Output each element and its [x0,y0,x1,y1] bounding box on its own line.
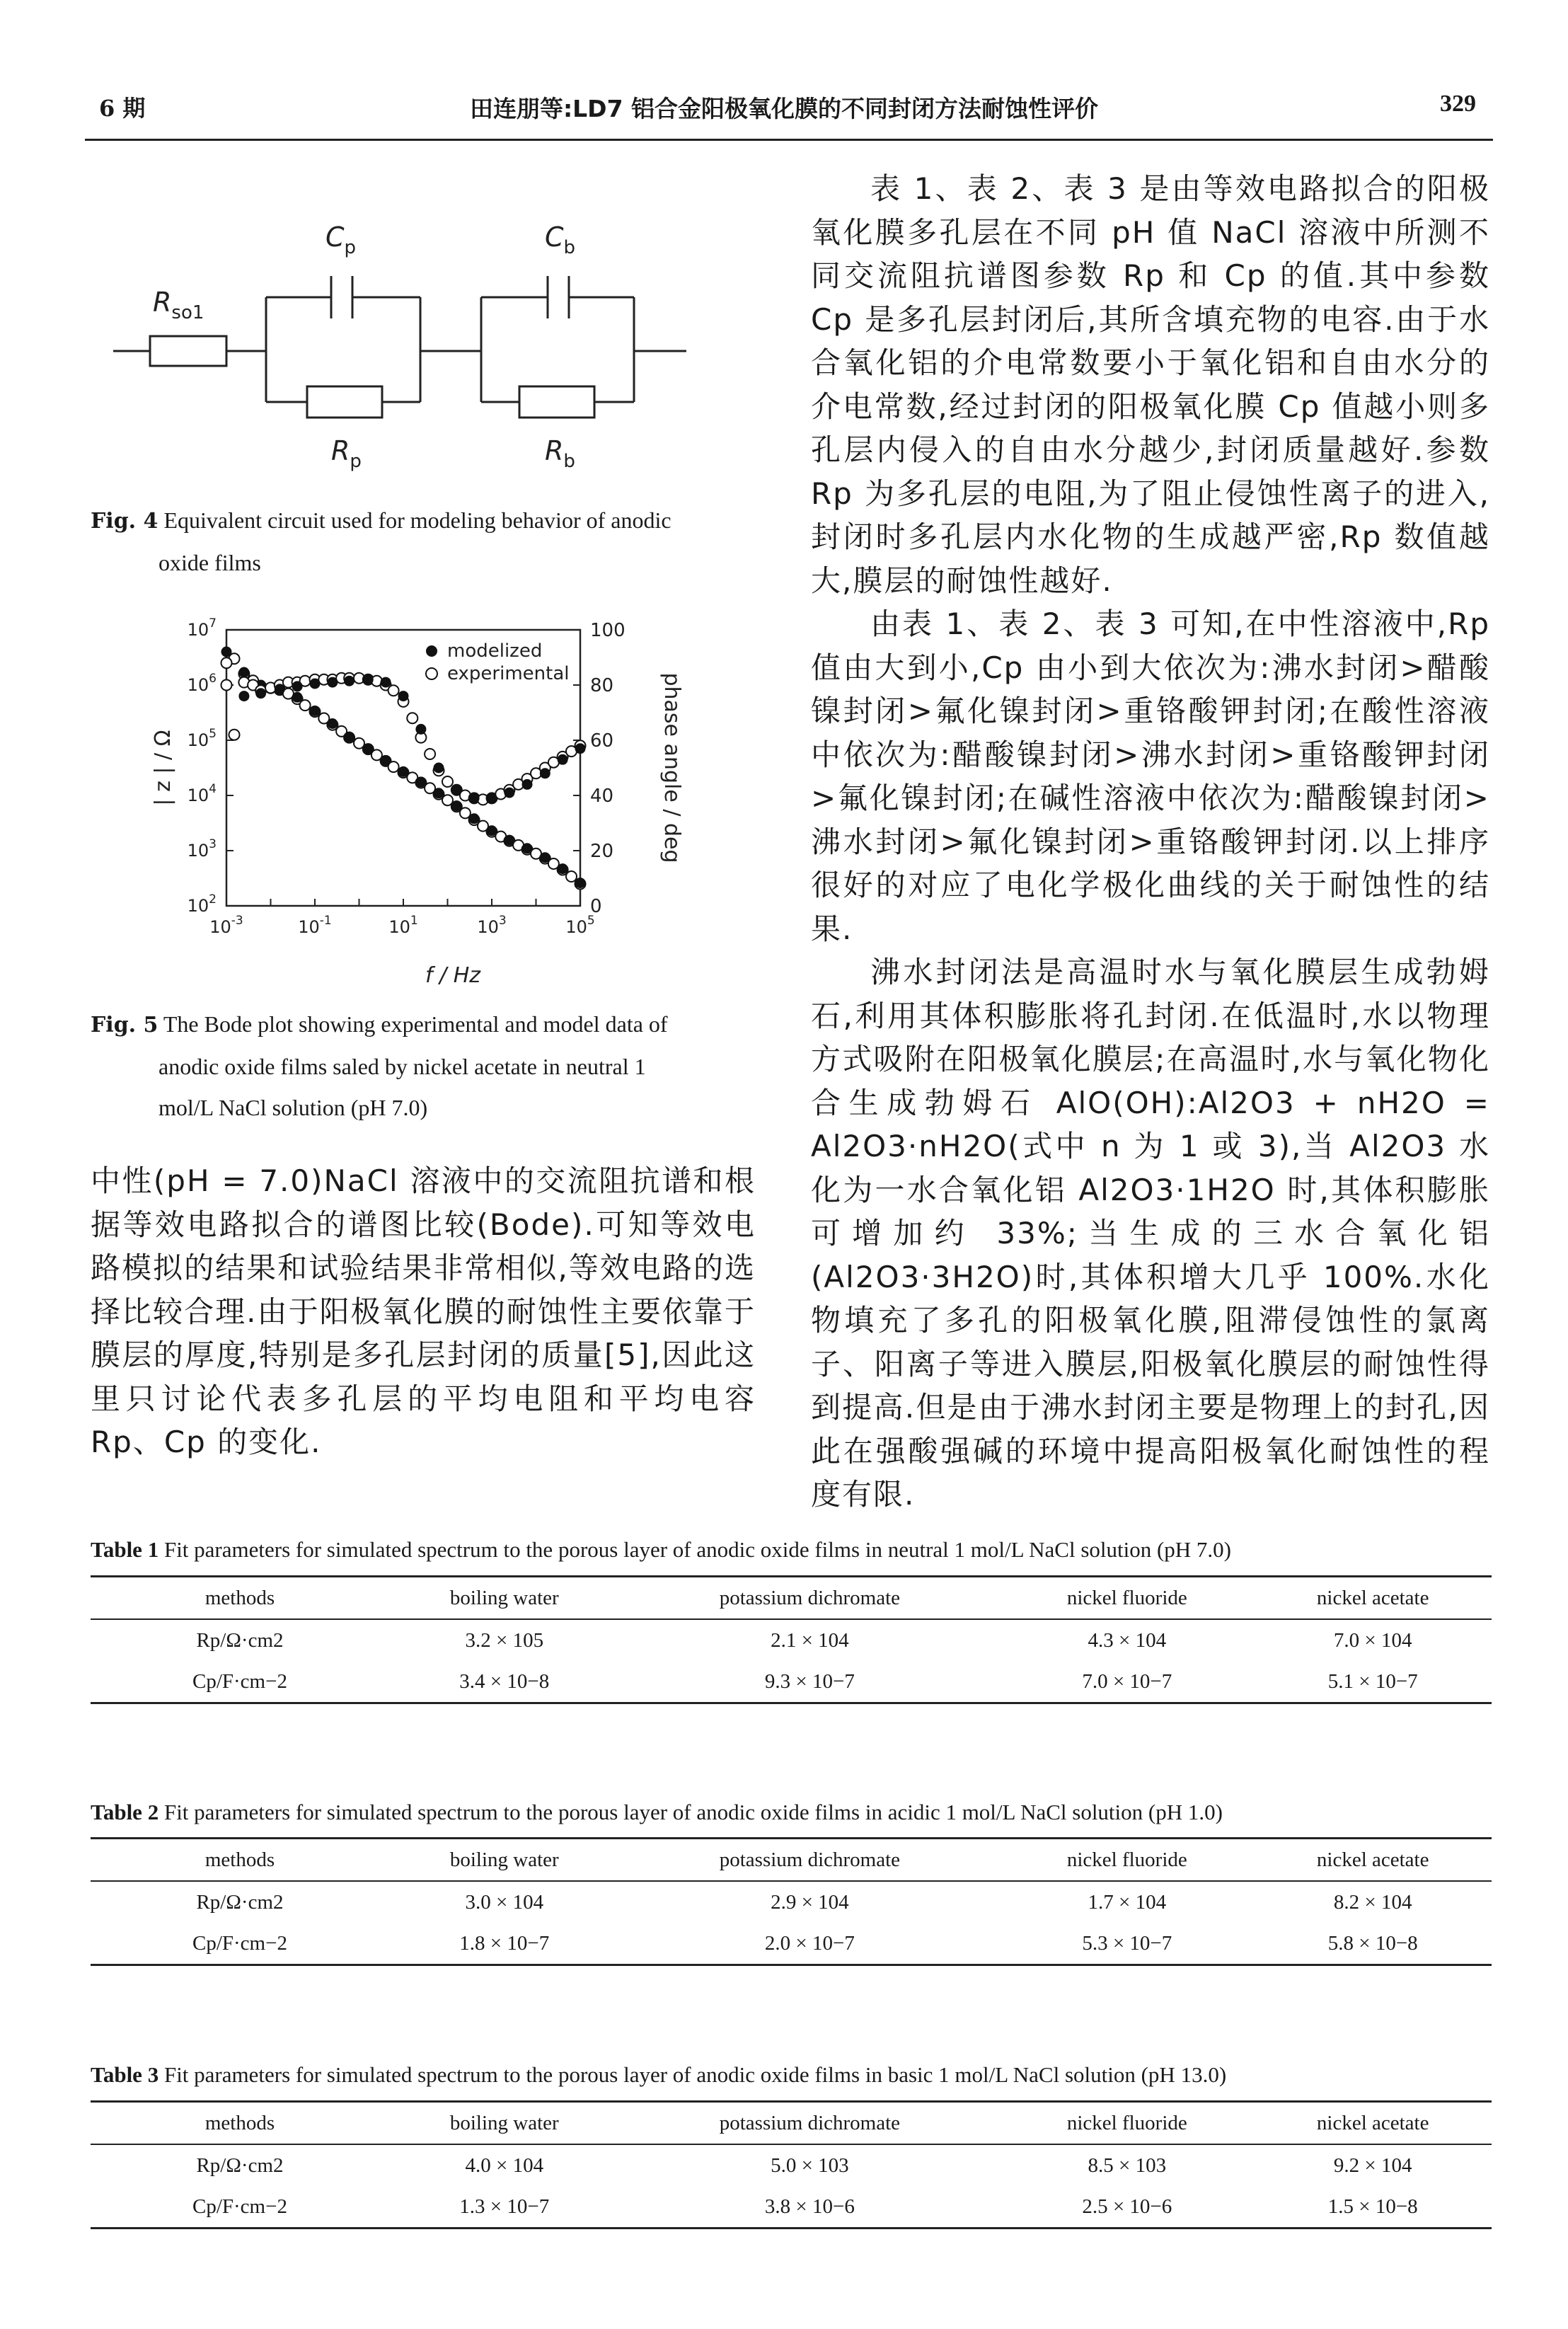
row-label: Rp/Ω·cm2 [196,1628,284,1652]
resistor-rso1 [150,336,226,366]
modelized-impedance-point [416,777,426,787]
table-cell: 4.3 × 104 [1088,1628,1167,1652]
modelized-impedance-point [505,835,514,845]
y2-tick-label: 20 [590,841,614,862]
resistor-rp [307,386,382,418]
column-header: potassium dichromate [620,1577,1001,1620]
x-tick-label: $10^{-1}$ [298,914,332,937]
y2-tick-label: 100 [590,620,626,641]
modelized-impedance-point [434,788,444,798]
row-label: Rp/Ω·cm2 [196,2153,284,2177]
modelized-phase-point [292,682,302,691]
column-header: methods [91,2102,389,2145]
modelized-impedance-point [363,744,373,754]
table-cell: 2.1 × 104 [771,1628,849,1652]
modelized-phase-point [345,676,354,686]
table1-caption-text: Fit parameters for simulated spectrum to the porous layer of anodic oxide films in neutral 1 mol/L NaCl solution (pH 7.0) [163,1537,1232,1562]
page-number: 329 [1440,91,1476,117]
table-cell: 3.8 × 10−6 [620,2186,1001,2229]
fig5-caption-line1: The Bode plot showing experimental and model data of [163,1011,668,1037]
header-rule [85,139,1493,141]
table3-caption-text: Fit parameters for simulated spectrum to the porous layer of anodic oxide films in basic 1 mol/L NaCl solution (pH 13.0) [163,2062,1227,2087]
row-label: Cp/F·cm−2 [91,1923,389,1965]
table-2 [91,1837,1492,1966]
y2-tick-label: 0 [590,896,602,917]
table-cell: 2.5 × 10−6 [1000,2186,1254,2229]
x-axis-label: f / Hz [425,963,481,988]
y-tick-label: $10^2$ [187,892,217,916]
modelized-phase-point [416,724,426,734]
right-axis-label: phase angle / deg [659,672,684,863]
column-header: potassium dichromate [620,2102,1001,2145]
modelized-phase-point [575,744,585,754]
modelized-impedance-point [540,853,550,863]
modelized-impedance-point [398,766,408,776]
y2-tick-label: 40 [590,786,614,807]
modelized-phase-point [328,677,338,687]
table-cell: 1.7 × 104 [1088,1890,1167,1914]
fig4-caption-label: Fig. 4 [91,509,158,534]
table-cell: 9.3 × 10−7 [620,1661,1001,1703]
fig5-caption [91,1004,756,1128]
column-header: nickel acetate [1254,2102,1492,2145]
legend-marker-modelized [426,645,437,657]
column-header: methods [91,1577,389,1620]
table-cell: 3.2 × 105 [465,1628,544,1652]
column-header: methods [91,1839,389,1882]
modelized-impedance-point [221,647,231,657]
table-row [91,1923,1492,1965]
table1-label: Table 1 [91,1537,159,1562]
modelized-impedance-point [381,756,391,766]
table-row [91,1619,1492,1661]
label-rb: $R_b$ [545,435,575,472]
modelized-phase-point [398,691,408,701]
row-label: Rp/Ω·cm2 [196,1890,284,1914]
experimental-impedance-point [460,807,471,818]
modelized-phase-point [239,691,249,701]
y-tick-label: $10^3$ [187,837,217,861]
equivalent-circuit-diagram [106,205,743,488]
y-tick-label: $10^6$ [187,672,217,695]
modelized-impedance-point [292,692,302,702]
paragraph: 由表 1、表 2、表 3 可知,在中性溶液中,Rp 值由大到小,Cp 由小到大依次为:沸水封闭>醋酸镍封闭>氟化镍封闭>重铬酸钾封闭;在酸性溶液中依次为:醋酸镍封闭>沸水封闭>重铬酸钾封闭>氟化镍封闭;在碱性溶液中依次为:醋酸镍封闭>沸水封闭>氟化镍封闭>重铬酸钾封闭.以上排序很好的对应了电化学极化曲线的关于耐蚀性的结果. [811,606,1490,946]
table3-label: Table 3 [91,2062,159,2087]
table-cell: 5.1 × 10−7 [1254,1661,1492,1703]
x-tick-label: $10^3$ [477,914,507,937]
row-label: Cp/F·cm−2 [91,2186,389,2229]
fig5-caption-line2: anodic oxide films saled by nickel acetate in neutral 1 [158,1054,646,1079]
table-cell: 2.0 × 10−7 [620,1923,1001,1965]
y2-tick-label: 60 [590,730,614,752]
fig5-caption-line3: mol/L NaCl solution (pH 7.0) [158,1095,428,1120]
experimental-impedance-point [221,680,232,691]
table-cell: 5.8 × 10−8 [1254,1923,1492,1965]
table-cell: 8.5 × 103 [1088,2153,1167,2177]
experimental-phase-point [425,749,435,759]
legend-label-modelized: modelized [447,640,543,662]
modelized-phase-point [434,763,444,773]
table-cell: 4.0 × 104 [465,2153,544,2177]
modelized-impedance-point [345,732,354,742]
legend-marker-experimental [426,668,437,679]
label-cb: $C_b$ [545,222,576,258]
table-cell: 3.0 × 104 [465,1890,544,1914]
table-cell: 5.0 × 103 [771,2153,849,2177]
table-cell: 1.8 × 10−7 [389,1923,620,1965]
bode-plot [142,609,750,1005]
modelized-impedance-point [558,864,567,874]
modelized-phase-point [310,679,320,689]
experimental-phase-point [221,657,232,668]
fig4-caption [91,500,756,583]
running-title: 田连朋等:LD7 铝合金阳极氧化膜的不同封闭方法耐蚀性评价 [469,95,1099,122]
left-axis-label: | z | / Ω [151,730,175,806]
modelized-phase-point [381,677,391,687]
table2-caption-text: Fit parameters for simulated spectrum to the porous layer of anodic oxide films in acidic 1 mol/L NaCl solution (pH 1.0) [163,1800,1223,1824]
chart-legend [426,640,570,684]
column-header: boiling water [389,2102,620,2145]
table-cell: 3.4 × 10−8 [389,1661,620,1703]
table-cell: 8.2 × 104 [1333,1890,1412,1914]
fig5-caption-label: Fig. 5 [91,1013,158,1037]
modelized-phase-point [469,793,479,803]
table-cell: 7.0 × 10−7 [1000,1661,1254,1703]
table-cell: 5.3 × 10−7 [1000,1923,1254,1965]
table-cell: 9.2 × 104 [1333,2153,1412,2177]
modelized-impedance-point [451,801,461,811]
column-header: boiling water [389,1577,620,1620]
experimental-phase-point [388,685,399,696]
x-tick-label: $10^1$ [388,914,418,937]
column-header: nickel fluoride [1000,1839,1254,1882]
legend-label-experimental: experimental [447,663,570,684]
table-row [91,2144,1492,2186]
column-header: nickel fluoride [1000,1577,1254,1620]
modelized-impedance-point [522,844,532,853]
x-tick-label: $10^{-3}$ [209,914,243,937]
table-cell: 7.0 × 104 [1333,1628,1412,1652]
modelized-phase-point [451,785,461,795]
y-tick-label: $10^5$ [187,727,217,750]
table-cell: 2.9 × 104 [771,1890,849,1914]
paragraph: 中性(pH = 7.0)NaCl 溶液中的交流阻抗谱和根据等效电路拟合的谱图比较(Bode).可知等效电路模拟的结果和试验结果非常相似,等效电路的选择比较合理.由于阳极氧化膜的耐蚀性主要依靠于膜层的厚度,特别是多孔层封闭的质量[5],因此这里只讨论代表多孔层的平均电阻和平均电容 Rp、Cp 的变化. [91,1163,756,1459]
table-row [91,1881,1492,1923]
experimental-phase-point [229,730,240,740]
fig4-caption-line2: oxide films [158,550,261,575]
issue-number: 6 期 [99,95,146,122]
table-1 [91,1575,1492,1704]
column-header: potassium dichromate [620,1839,1001,1882]
table-cell: 1.5 × 10−8 [1254,2186,1492,2229]
modelized-impedance-point [239,667,249,677]
experimental-impedance-point [566,871,577,882]
y-tick-label: $10^7$ [187,616,217,640]
modelized-impedance-point [469,814,479,824]
table-row [91,1661,1492,1703]
resistor-rb [519,386,594,418]
modelized-phase-point [505,788,514,798]
modelized-phase-point [487,793,497,803]
x-tick-label: $10^5$ [565,914,595,937]
fig4-caption-line1: Equivalent circuit used for modeling behavior of anodic [163,507,671,533]
modelized-impedance-point [328,719,338,729]
experimental-impedance-point [300,700,311,711]
label-rp: $R_p$ [331,435,362,472]
column-header: boiling water [389,1839,620,1882]
modelized-phase-point [363,674,373,684]
paragraph: 表 1、表 2、表 3 是由等效电路拟合的阳极氧化膜多孔层在不同 pH 值 NaCl 溶液中所测不同交流阻抗谱图参数 Rp 和 Cp 的值.其中参数 Cp 是多孔层封闭后,其所含填充物的电容.由于水合氧化铝的介电常数要小于氧化铝和自由水分的介电常数,经过封闭的阳极氧化膜 Cp 值越小则多孔层内侵入的自由水分越少,封闭质量越好.参数 Rp 为多孔层的电阻,为了阻止侵蚀性离子的进入,封闭时多孔层内水化物的生成越严密,Rp 数值越大,膜层的耐蚀性越好. [811,171,1490,598]
table-cell: 1.3 × 10−7 [389,2186,620,2229]
table2-caption [91,1800,1492,1825]
table1-caption [91,1537,1492,1563]
column-header: nickel fluoride [1000,2102,1254,2145]
paragraph: 沸水封闭法是高温时水与氧化膜层生成勃姆石,利用其体积膨胀将孔封闭.在低温时,水以物理方式吸附在阳极氧化膜层;在高温时,水与氧化物化合生成勃姆石 AlO(OH):Al2O3 + nH2O = Al2O3·nH2O(式中 n 为 1 或 3),当 Al2O3 水化为一水合氧化铝 Al2O3·1H2O 时,其体积膨胀可增加约 33%;当生成的三水合氧化铝(Al2O3·3H2O)时,其体积增大几乎 100%.水化物填充了多孔的阳极氧化膜,阻滞侵蚀性的氯离子、阳离子等进入膜层,阳极氧化膜层的耐蚀性得到提高.但是由于沸水封闭主要是物理上的封孔,因此在强酸强碱的环境中提高阳极氧化耐蚀性的程度有限. [811,955,1490,1512]
left-column-text [91,1159,756,1464]
modelized-phase-point [522,779,532,789]
right-column-text [811,167,1490,1517]
modelized-phase-point [256,689,266,698]
label-rso1: $R_{so1}$ [153,287,204,323]
y2-tick-label: 80 [590,675,614,696]
y-tick-label: $10^4$ [187,782,217,805]
modelized-impedance-point [575,878,585,888]
experimental-phase-point [442,776,453,787]
column-header: nickel acetate [1254,1839,1492,1882]
table-3 [91,2100,1492,2229]
label-cp: $C_p$ [325,222,357,258]
modelized-phase-point [275,684,284,694]
column-header: nickel acetate [1254,1577,1492,1620]
row-label: Cp/F·cm−2 [91,1661,389,1703]
modelized-impedance-point [310,706,320,716]
modelized-phase-point [558,754,567,764]
table2-label: Table 2 [91,1800,159,1824]
table-row [91,2186,1492,2229]
modelized-phase-point [540,769,550,778]
experimental-phase-point [407,713,417,723]
modelized-impedance-point [487,826,497,836]
table3-caption [91,2062,1492,2088]
